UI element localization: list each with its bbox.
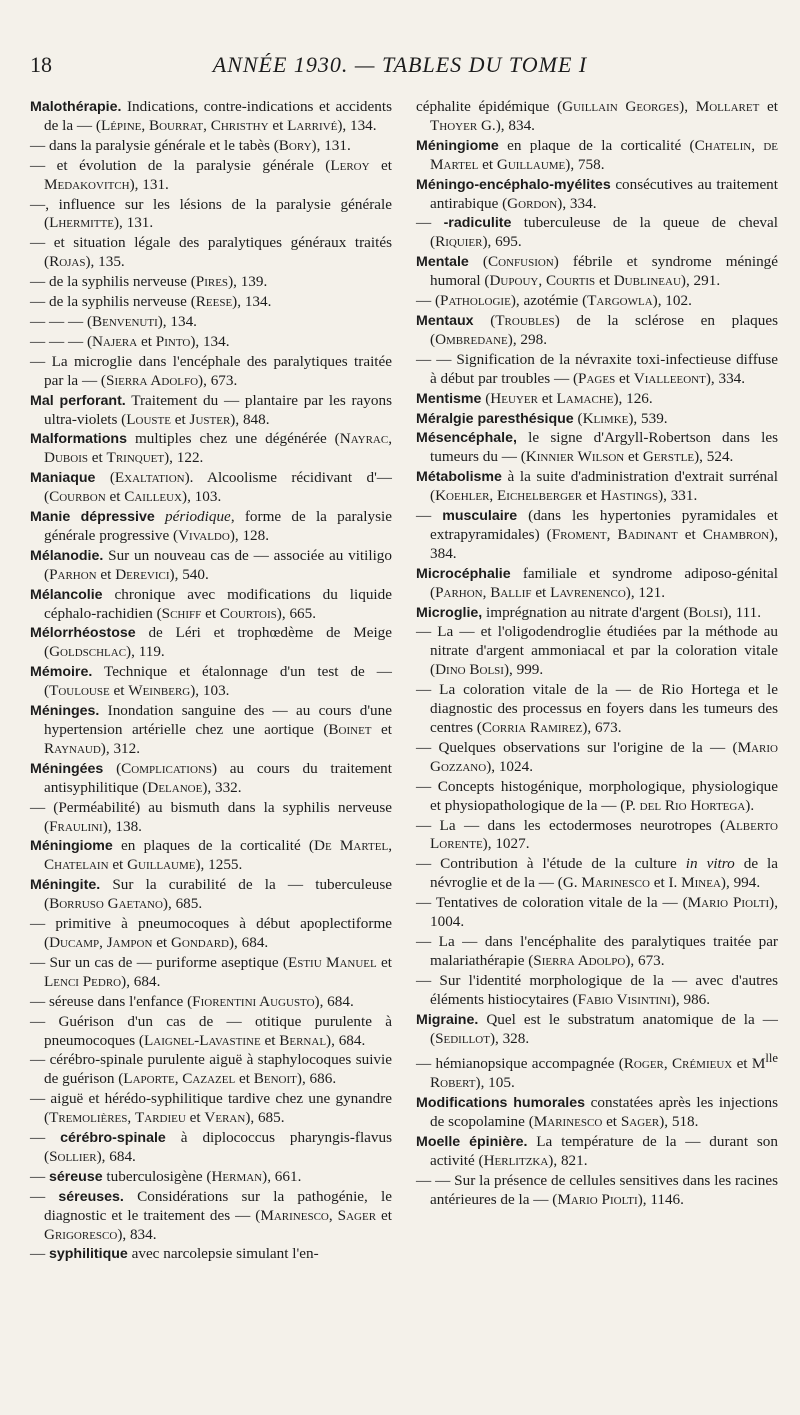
index-entry: — primitive à pneumocoques à début apoplectiforme (Ducamp, Jampon et Gondard), 684.	[30, 915, 392, 951]
index-entry: Microcéphalie familiale et syndrome adiposo-génital (Parhon, Ballif et Lavrenenco), 121.	[416, 564, 778, 601]
index-entry: Mentisme (Heuyer et Lamache), 126.	[416, 389, 653, 407]
entry-headword: Méningo-encéphalo-myélites	[416, 176, 611, 193]
index-entry: — dans la paralysie générale et le tabès (Bory), 131.	[30, 136, 351, 154]
entry-headword: Mésencéphale,	[416, 430, 517, 447]
entry-headword: Migraine.	[416, 1011, 479, 1028]
index-entry: céphalite épidémique (Guillain Georges), Mollaret et Thoyer G.), 834.	[416, 98, 778, 134]
index-entry: Mélanodie. Sur un nouveau cas de — associée au vitiligo (Parhon et Derevici), 540.	[30, 546, 392, 583]
index-entry: Mésencéphale, le signe d'Argyll-Robertson dans les tumeurs du — (Kinnier Wilson et Gerstle), 524.	[416, 429, 778, 466]
index-entry: — cérébro-spinale à diplococcus pharyngis-flavus (Sollier), 684.	[30, 1129, 393, 1165]
index-entry: Moelle épinière. La température de la — durant son activité (Herlitzka), 821.	[416, 1133, 778, 1169]
entry-headword: Mélanodie.	[30, 547, 104, 564]
index-entry: — syphilitique avec narcolepsie simulant l'en-	[30, 1245, 319, 1263]
index-entry: — Quelques observations sur l'origine de la — (Mario Gozzano), 1024.	[416, 738, 778, 775]
index-entry: — aiguë et hérédo-syphilitique tardive chez une gynandre (Tremolières, Tardieu et Veran), 685.	[30, 1090, 392, 1127]
entry-headword: Mentaux	[416, 312, 474, 329]
entry-headword: Mélancolie	[30, 586, 103, 603]
index-entry: Méralgie paresthésique (Klimke), 539.	[416, 409, 668, 427]
index-entry: Méningées (Complications) au cours du traitement antisyphilitique (Delanoe), 332.	[30, 759, 392, 796]
index-entry: Méninges. Inondation sanguine des — au cours d'une hypertension artérielle chez une aortique (Boinet et Raynaud), 312.	[30, 702, 392, 757]
index-entry: Méningite. Sur la curabilité de la — tuberculeuse (Borruso Gaetano), 685.	[30, 876, 392, 913]
entry-headword: Malothérapie.	[30, 99, 122, 115]
index-entry: Mentale (Confusion) fébrile et syndrome méningé humoral (Dupouy, Courtis et Dublineau), 291.	[416, 253, 779, 290]
index-entry: Mémoire. Technique et étalonnage d'un test de — (Toulouse et Weinberg), 103.	[30, 663, 392, 700]
index-entry: — Sur un cas de — puriforme aseptique (Estiu Manuel et Lenci Pedro), 684.	[30, 953, 392, 990]
index-entry: Méningiome en plaque de la corticalité (Chatelin, de Martel et Guillaume), 758.	[416, 136, 778, 173]
index-entry: — séreuse tuberculosigène (Herman), 661.	[30, 1167, 302, 1185]
index-entry: Méningiome en plaques de la corticalité (De Martel, Chatelain et Guillaume), 1255.	[30, 837, 392, 874]
index-entry: — de la syphilis nerveuse (Pires), 139.	[30, 273, 268, 291]
index-entry: —, influence sur les lésions de la paralysie générale (Lhermitte), 131.	[30, 195, 392, 232]
entry-headword: Méralgie paresthésique	[416, 410, 574, 427]
index-entry: — de la syphilis nerveuse (Reese), 134.	[30, 293, 272, 311]
index-entry: Mal perforant. Traitement du — plantaire par les rayons ultra-violets (Louste et Juster), 848.	[30, 391, 392, 428]
entry-headword: Méningées	[30, 760, 104, 777]
index-entry: — Contribution à l'étude de la culture in vitro de la névroglie et de la — (G. Marinesco et I. Minea), 994.	[416, 855, 779, 892]
index-entry: — Concepts histogénique, morphologique, physiologique et physiopathologique de la — (P. del Rio Hortega).	[416, 777, 778, 814]
index-entry: — musculaire (dans les hypertonies pyramidales et extrapyramidales) (Froment, Badinant et Chambron), 384.	[416, 507, 778, 562]
index-entry: — et situation légale des paralytiques généraux traités (Rojas), 135.	[30, 234, 392, 271]
index-entry: Mélancolie chronique avec modifications du liquide céphalo-rachidien (Schiff et Courtois), 665.	[30, 585, 392, 622]
index-entry: Malformations multiples chez une dégénérée (Nayrac, Dubois et Trinquet), 122.	[30, 430, 392, 467]
index-entry: — — — (Najera et Pinto), 134.	[30, 332, 230, 350]
entry-headword: Mal perforant.	[30, 392, 126, 409]
page-header	[30, 52, 770, 80]
entry-headword: Modifications humorales	[416, 1095, 585, 1112]
index-entry: — Tentatives de coloration vitale de la — (Mario Piolti), 1004.	[416, 894, 778, 931]
index-entry: — Sur l'identité morphologique de la — avec d'autres éléments histiocytaires (Fabio Visintini), 986.	[416, 971, 778, 1008]
index-entry: — — — (Benvenuti), 134.	[30, 312, 197, 330]
index-entry: — — Signification de la névraxite toxi-infectieuse diffuse à début par troubles — (Pages et Vialleeont), 334.	[416, 350, 778, 387]
entry-headword: Méningite.	[30, 877, 101, 894]
index-entry: — séreuse dans l'enfance (Fiorentini Augusto), 684.	[30, 992, 354, 1010]
index-entry: — séreuses. Considérations sur la pathogénie, le diagnostic et le traitement des — (Marinesco, Sager et Grigoresco), 834.	[30, 1187, 393, 1243]
entry-headword: Microglie,	[416, 604, 483, 621]
index-entry: — (Perméabilité) au bismuth dans la syphilis nerveuse (Fraulini), 138.	[30, 798, 392, 835]
index-entry: — La microglie dans l'encéphale des paralytiques traitée par la — (Sierra Adolfo), 673.	[30, 352, 392, 389]
index-entry: Modifications humorales constatées après les injections de scopolamine (Marinesco et Sager), 518.	[416, 1094, 778, 1131]
entry-headword: Malformations	[30, 431, 127, 448]
entry-headword: Mentale	[416, 254, 469, 271]
entry-headword: Métabolisme	[416, 469, 502, 486]
index-column-right	[416, 98, 778, 1211]
index-column-left	[30, 98, 392, 1265]
index-entry: — cérébro-spinale purulente aiguë à staphylocoques suivie de guérison (Laporte, Cazazel et Benoit), 686.	[30, 1051, 392, 1088]
entry-headword: Maniaque	[30, 470, 96, 487]
index-entry: Malothérapie. Indications, contre-indications et accidents de la — (Lépine, Bourrat, Christhy et Larrivé), 134.	[30, 98, 392, 134]
entry-headword: Méningiome	[30, 838, 113, 855]
entry-headword: Mémoire.	[30, 664, 93, 681]
entry-headword: Mentisme	[416, 390, 482, 407]
index-entry: — La — et l'oligodendroglie étudiées par la méthode au nitrate d'argent ammoniacal et par la coloration vitale (Dino Bolsi), 999.	[416, 623, 778, 679]
entry-headword: Méninges.	[30, 703, 100, 720]
index-entry: Méningo-encéphalo-myélites consécutives au traitement antirabique (Gordon), 334.	[416, 175, 778, 212]
entry-headword: Moelle épinière.	[416, 1134, 528, 1151]
index-entry: Microglie, imprégnation au nitrate d'argent (Bolsi), 111.	[416, 603, 762, 621]
index-entry: — -radiculite tuberculeuse de la queue de cheval (Riquier), 695.	[416, 214, 778, 251]
index-entry: — hémianopsique accompagnée (Roger, Crémieux et $M^{lle}$ Robert), 105.	[416, 1051, 779, 1092]
index-entry: Métabolisme à la suite d'administration d'extrait surrénal (Koehler, Eichelberger et Hastings), 331.	[416, 468, 778, 505]
index-entry: — La — dans les ectodermoses neurotropes (Alberto Lorente), 1027.	[416, 816, 778, 853]
entry-headword: Mélorrhéostose	[30, 625, 136, 642]
entry-headword: Microcéphalie	[416, 565, 511, 582]
index-entry: Mélorrhéostose de Léri et trophœdème de Meige (Goldschlac), 119.	[30, 624, 392, 661]
entry-headword: Manie dépressive	[30, 509, 155, 526]
index-entry: — et évolution de la paralysie générale (Leroy et Medakovitch), 131.	[30, 156, 392, 193]
index-entry: Migraine. Quel est le substratum anatomique de la — (Sedillot), 328.	[416, 1010, 778, 1047]
running-title: ANNÉE 1930. — TABLES DU TOME I	[212, 52, 588, 77]
entry-headword: Méningiome	[416, 137, 499, 154]
index-entry: — — Sur la présence de cellules sensitives dans les racines antérieures de la — (Mario Piolti), 1146.	[416, 1171, 778, 1208]
index-entry: Manie dépressive périodique, forme de la paralysie générale progressive (Vivaldo), 128.	[30, 508, 392, 544]
index-entry: — La — dans l'encéphalite des paralytiques traitée par malariathérapie (Sierra Adolpo), 673.	[416, 932, 778, 969]
index-entry: — La coloration vitale de la — de Rio Hortega et le diagnostic des processus en foyers dans les tumeurs des centres (Corria Ramirez), 673.	[416, 681, 778, 736]
index-entry: — (Pathologie), azotémie (Targowla), 102.	[416, 292, 692, 310]
index-entry: — Guérison d'un cas de — otitique purulente à pneumocoques (Laignel-Lavastine et Bernal), 684.	[30, 1012, 392, 1049]
index-entry: Maniaque (Exaltation). Alcoolisme récidivant d'— (Courbon et Cailleux), 103.	[30, 469, 392, 506]
index-entry: Mentaux (Troubles) de la sclérose en plaques (Ombredane), 298.	[416, 311, 779, 348]
page-number: 18	[30, 52, 52, 77]
